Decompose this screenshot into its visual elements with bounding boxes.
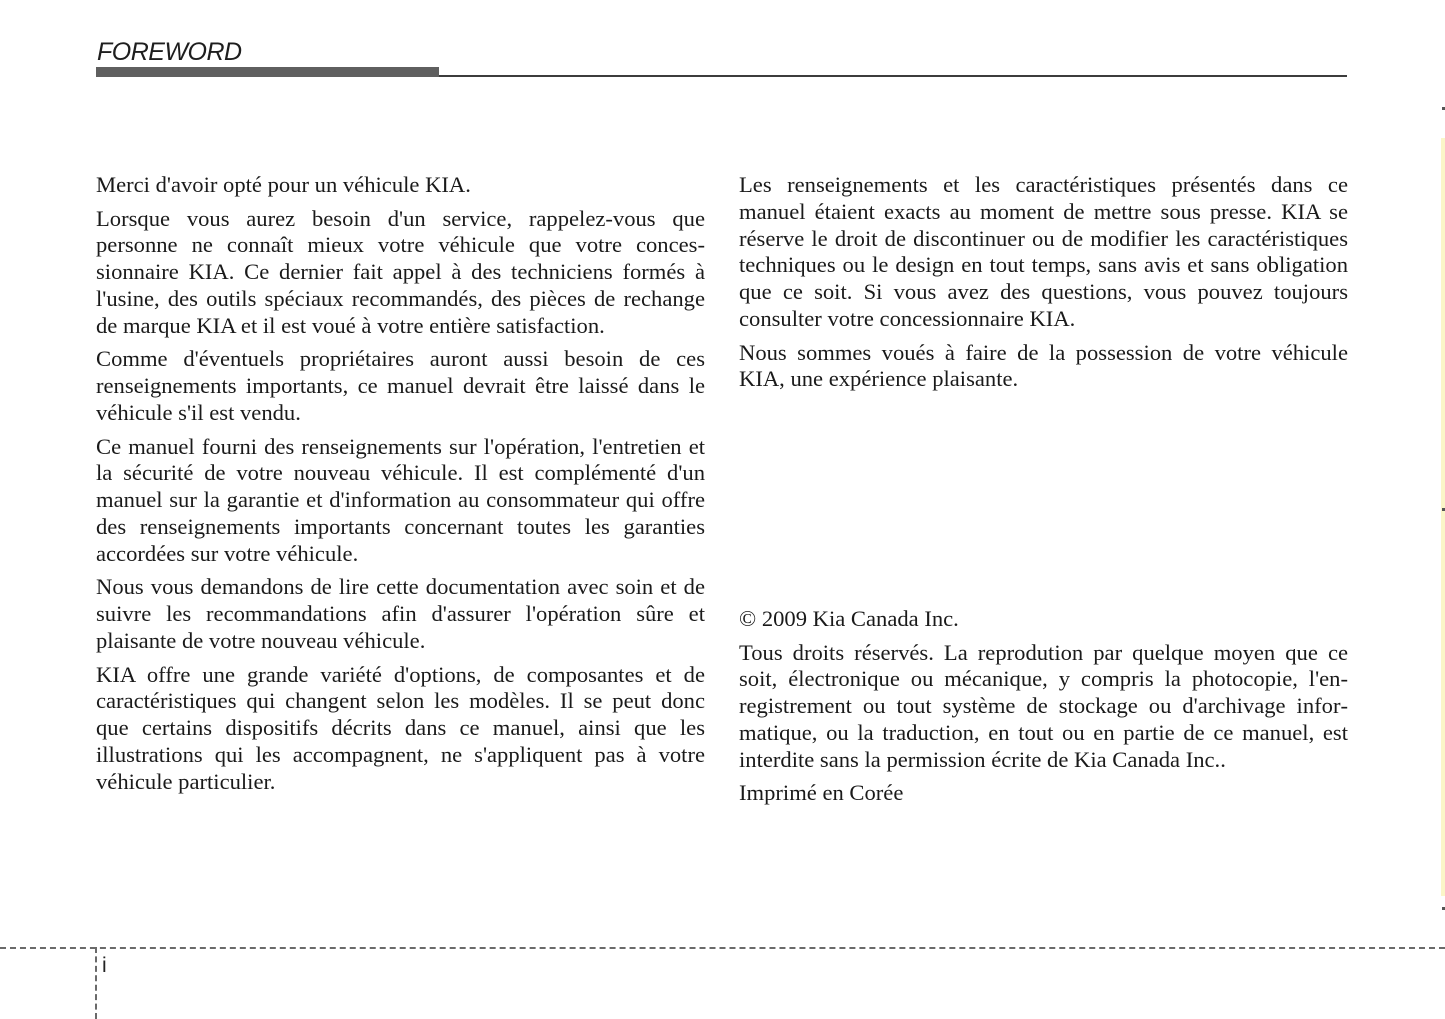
right-column xyxy=(739,172,1348,400)
paragraph-future-owners: Comme d'éventuels propriétaires auront aussi besoin de ces renseignements importants, ce manuel devrait être laissé dans le véhicule s'il est vendu. xyxy=(96,346,705,425)
copyright-block xyxy=(739,606,1348,814)
crop-line-horizontal xyxy=(0,947,1445,949)
paragraph-options: KIA offre une grande variété d'options, de composantes et de caractéristiques qui changent selon les modèles. Il se peut donc que certains dispositifs décrits dans ce manuel, ainsi que les illustrations qui les accompagnent, ne s'appliquent pas à votre véhicule particulier. xyxy=(96,661,705,794)
paragraph-read-carefully: Nous vous demandons de lire cette documentation avec soin et de suivre les recommandations afin d'assurer l'opération sûre et plaisante de votre nouveau véhicule. xyxy=(96,574,705,653)
page-edge-strip xyxy=(1441,138,1445,896)
section-title: FOREWORD xyxy=(97,38,242,66)
copyright-notice: © 2009 Kia Canada Inc. xyxy=(739,606,959,631)
printed-in: Imprimé en Corée xyxy=(739,780,904,806)
header-bar xyxy=(96,67,439,77)
paragraph-commitment: Nous sommes voués à faire de la possession de votre véhicule KIA, une expérience plaisante. xyxy=(739,339,1348,392)
header-rule xyxy=(439,75,1347,77)
paragraph-service: Lorsque vous aurez besoin d'un service, rappelez-vous que personne ne connaît mieux votre véhicule que votre concessionnaire KIA. Ce dernier fait appel à des techniciens formés à l'usine, des outils spéciaux recommandés, des pièces de rechange de marque KIA et il est voué à votre entière satisfaction. xyxy=(96,205,705,338)
rights-reserved: Tous droits réservés. La reprodution par quelque moyen que ce soit, électronique ou mécanique, y compris la photocopie, l'enregistrement ou tout système de stockage ou d'archivage informatique, ou la traduction, en tout ou en partie de ce manuel, est interdite sans la permission écrite de Kia Canada Inc.. xyxy=(739,639,1348,772)
paragraph-thanks: Merci d'avoir opté pour un véhicule KIA. xyxy=(96,172,471,197)
page-number: i xyxy=(102,954,107,977)
crop-line-vertical xyxy=(95,947,97,1019)
left-column xyxy=(96,172,705,802)
paragraph-manual-info: Ce manuel fourni des renseignements sur l'opération, l'entretien et la sécurité de votre nouveau véhicule. Il est complémenté d'un manuel sur la garantie et d'information au consommateur qui offre des renseignements importants concernant toutes les garanties accordées sur votre véhicule. xyxy=(96,433,705,566)
paragraph-specifications: Les renseignements et les caractéristiques présentés dans ce manuel étaient exacts au moment de mettre sous presse. KIA se réserve le droit de discontinuer ou de modifier les caractéristiques techniques ou le design en tout temps, sans avis et sans obligation que ce soit. Si vous avez des questions, vous pouvez toujours consulter votre concessionnaire KIA. xyxy=(739,172,1348,331)
